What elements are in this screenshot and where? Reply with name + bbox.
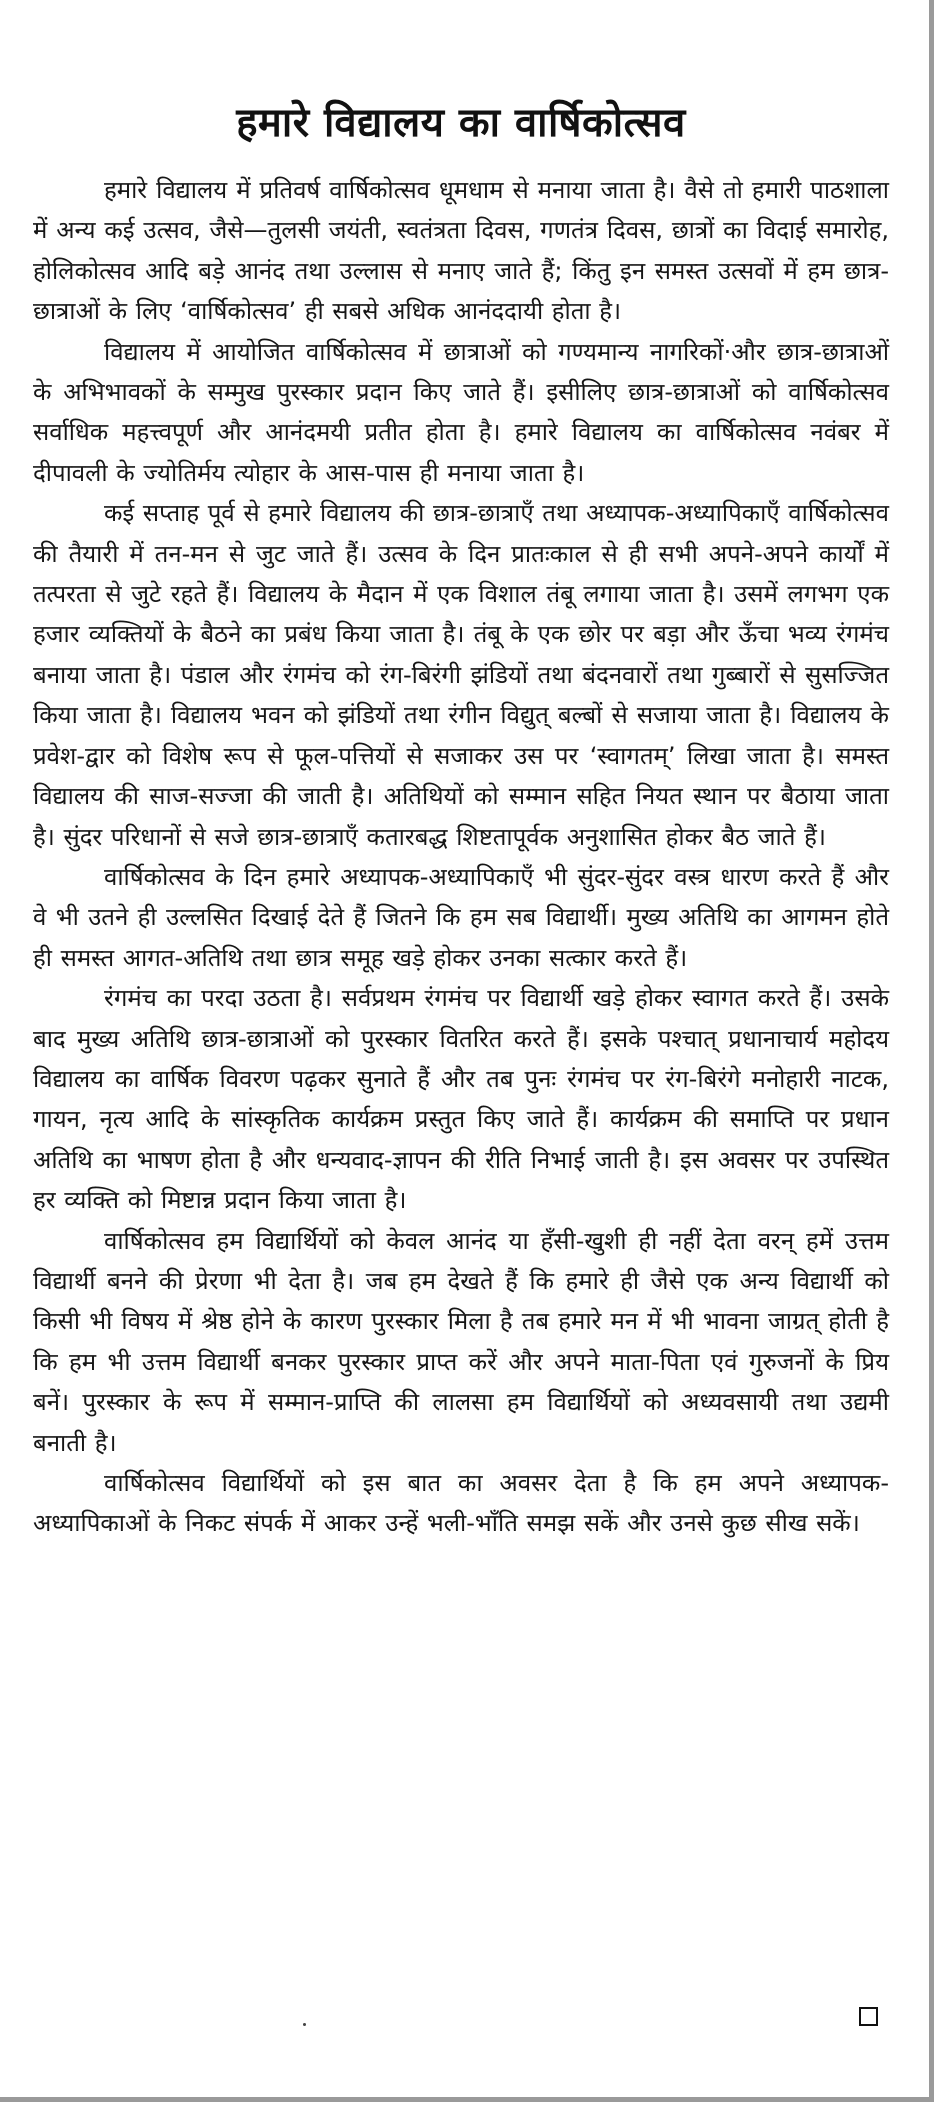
paragraph-1: हमारे विद्यालय में प्रतिवर्ष वार्षिकोत्सव धूमधाम से मनाया जाता है। वैसे तो हमारी पाठशाला में अन्य कई उत्सव, जैसे—तुलसी जयंती, स्वतंत्रता दिवस, गणतंत्र दिवस, छात्रों का विदाई समारोह, होलिकोत्सव आदि बड़े आनंद तथा उल्लास से मनाए जाते हैं; किंतु इन समस्त उत्सवों में हम छात्र-छात्राओं के लिए ‘वार्षिकोत्सव’ ही सबसे अधिक आनंददायी होता है। [33,176,889,326]
scan-speck [303,2023,306,2026]
paragraph-2: विद्यालय में आयोजित वार्षिकोत्सव में छात्राओं को गण्यमान्य नागरिकों·और छात्र-छात्राओं के अभिभावकों के सम्मुख पुरस्कार प्रदान किए जाते हैं। इसीलिए छात्र-छात्राओं को वार्षिकोत्सव सर्वाधिक महत्त्वपूर्ण और आनंदमयी प्रतीत होता है। हमारे विद्यालय का वार्षिकोत्सव नवंबर में दीपावली के ज्योतिर्मय त्योहार के आस-पास ही मनाया जाता है। [33,337,889,487]
essay-body [33,98,889,1544]
paragraph-3: कई सप्ताह पूर्व से हमारे विद्यालय की छात्र-छात्राएँ तथा अध्यापक-अध्यापिकाएँ वार्षिकोत्सव की तैयारी में तन-मन से जुट जाते हैं। उत्सव के दिन प्रातःकाल से ही सभी अपने-अपने कार्यों में तत्परता से जुटे रहते हैं। विद्यालय के मैदान में एक विशाल तंबू लगाया जाता है। उसमें लगभग एक हजार व्यक्तियों के बैठने का प्रबंध किया जाता है। तंबू के एक छोर पर बड़ा और ऊँचा भव्य रंगमंच बनाया जाता है। पंडाल और रंगमंच को रंग-बिरंगी झंडियों तथा बंदनवारों तथा गुब्बारों से सुसज्जित किया जाता है। विद्यालय भवन को झंडियों तथा रंगीन विद्युत् बल्बों से सजाया जाता है। विद्यालय के प्रवेश-द्वार को विशेष रूप से फूल-पत्तियों से सजाकर उस पर ‘स्वागतम्’ लिखा जाता है। समस्त विद्यालय की साज-सज्जा की जाती है। अतिथियों को सम्मान सहित नियत स्थान पर बैठाया जाता है। सुंदर परिधानों से सजे छात्र-छात्राएँ कतारबद्ध शिष्टतापूर्वक अनुशासित होकर बैठ जाते हैं। [33,499,889,851]
end-of-text-square-icon [859,2007,878,2026]
paragraph-5: रंगमंच का परदा उठता है। सर्वप्रथम रंगमंच पर विद्यार्थी खड़े होकर स्वागत करते हैं। उसके बाद मुख्य अतिथि छात्र-छात्राओं को पुरस्कार वितरित करते हैं। इसके पश्चात् प्रधानाचार्य महोदय विद्यालय का वार्षिक विवरण पढ़कर सुनाते हैं और तब पुनः रंगमंच पर रंग-बिरंगे मनोहारी नाटक, गायन, नृत्य आदि के सांस्कृतिक कार्यक्रम प्रस्तुत किए जाते हैं। कार्यक्रम की समाप्ति पर प्रधान अतिथि का भाषण होता है और धन्यवाद-ज्ञापन की रीति निभाई जाती है। इस अवसर पर उपस्थित हर व्यक्ति को मिष्टान्न प्रदान किया जाता है। [33,984,889,1215]
paragraph-7: वार्षिकोत्सव विद्यार्थियों को इस बात का अवसर देता है कि हम अपने अध्यापक-अध्यापिकाओं के निकट संपर्क में आकर उन्हें भली-भाँति समझ सकें और उनसे कुछ सीख सकें। [33,1469,889,1538]
paragraph-4: वार्षिकोत्सव के दिन हमारे अध्यापक-अध्यापिकाएँ भी सुंदर-सुंदर वस्त्र धारण करते हैं और वे भी उतने ही उल्लसित दिखाई देते हैं जितने कि हम सब विद्यार्थी। मुख्य अतिथि का आगमन होते ही समस्त आगत-अतिथि तथा छात्र समूह खड़े होकर उनका सत्कार करते हैं। [33,862,889,972]
essay-title: हमारे विद्यालय का वार्षिकोत्सव [236,100,686,146]
paragraph-6: वार्षिकोत्सव हम विद्यार्थियों को केवल आनंद या हँसी-खुशी ही नहीं देता वरन् हमें उत्तम विद्यार्थी बनने की प्रेरणा भी देता है। जब हम देखते हैं कि हमारे ही जैसे एक अन्य विद्यार्थी को किसी भी विषय में श्रेष्ठ होने के कारण पुरस्कार मिला है तब हमारे मन में भी भावना जाग्रत् होती है कि हम भी उत्तम विद्यार्थी बनकर पुरस्कार प्राप्त करें और अपने माता-पिता एवं गुरुजनों के प्रिय बनें। पुरस्कार के रूप में सम्मान-प्राप्ति की लालसा हम विद्यार्थियों को अध्यवसायी तथा उद्यमी बनाती है। [33,1226,889,1457]
